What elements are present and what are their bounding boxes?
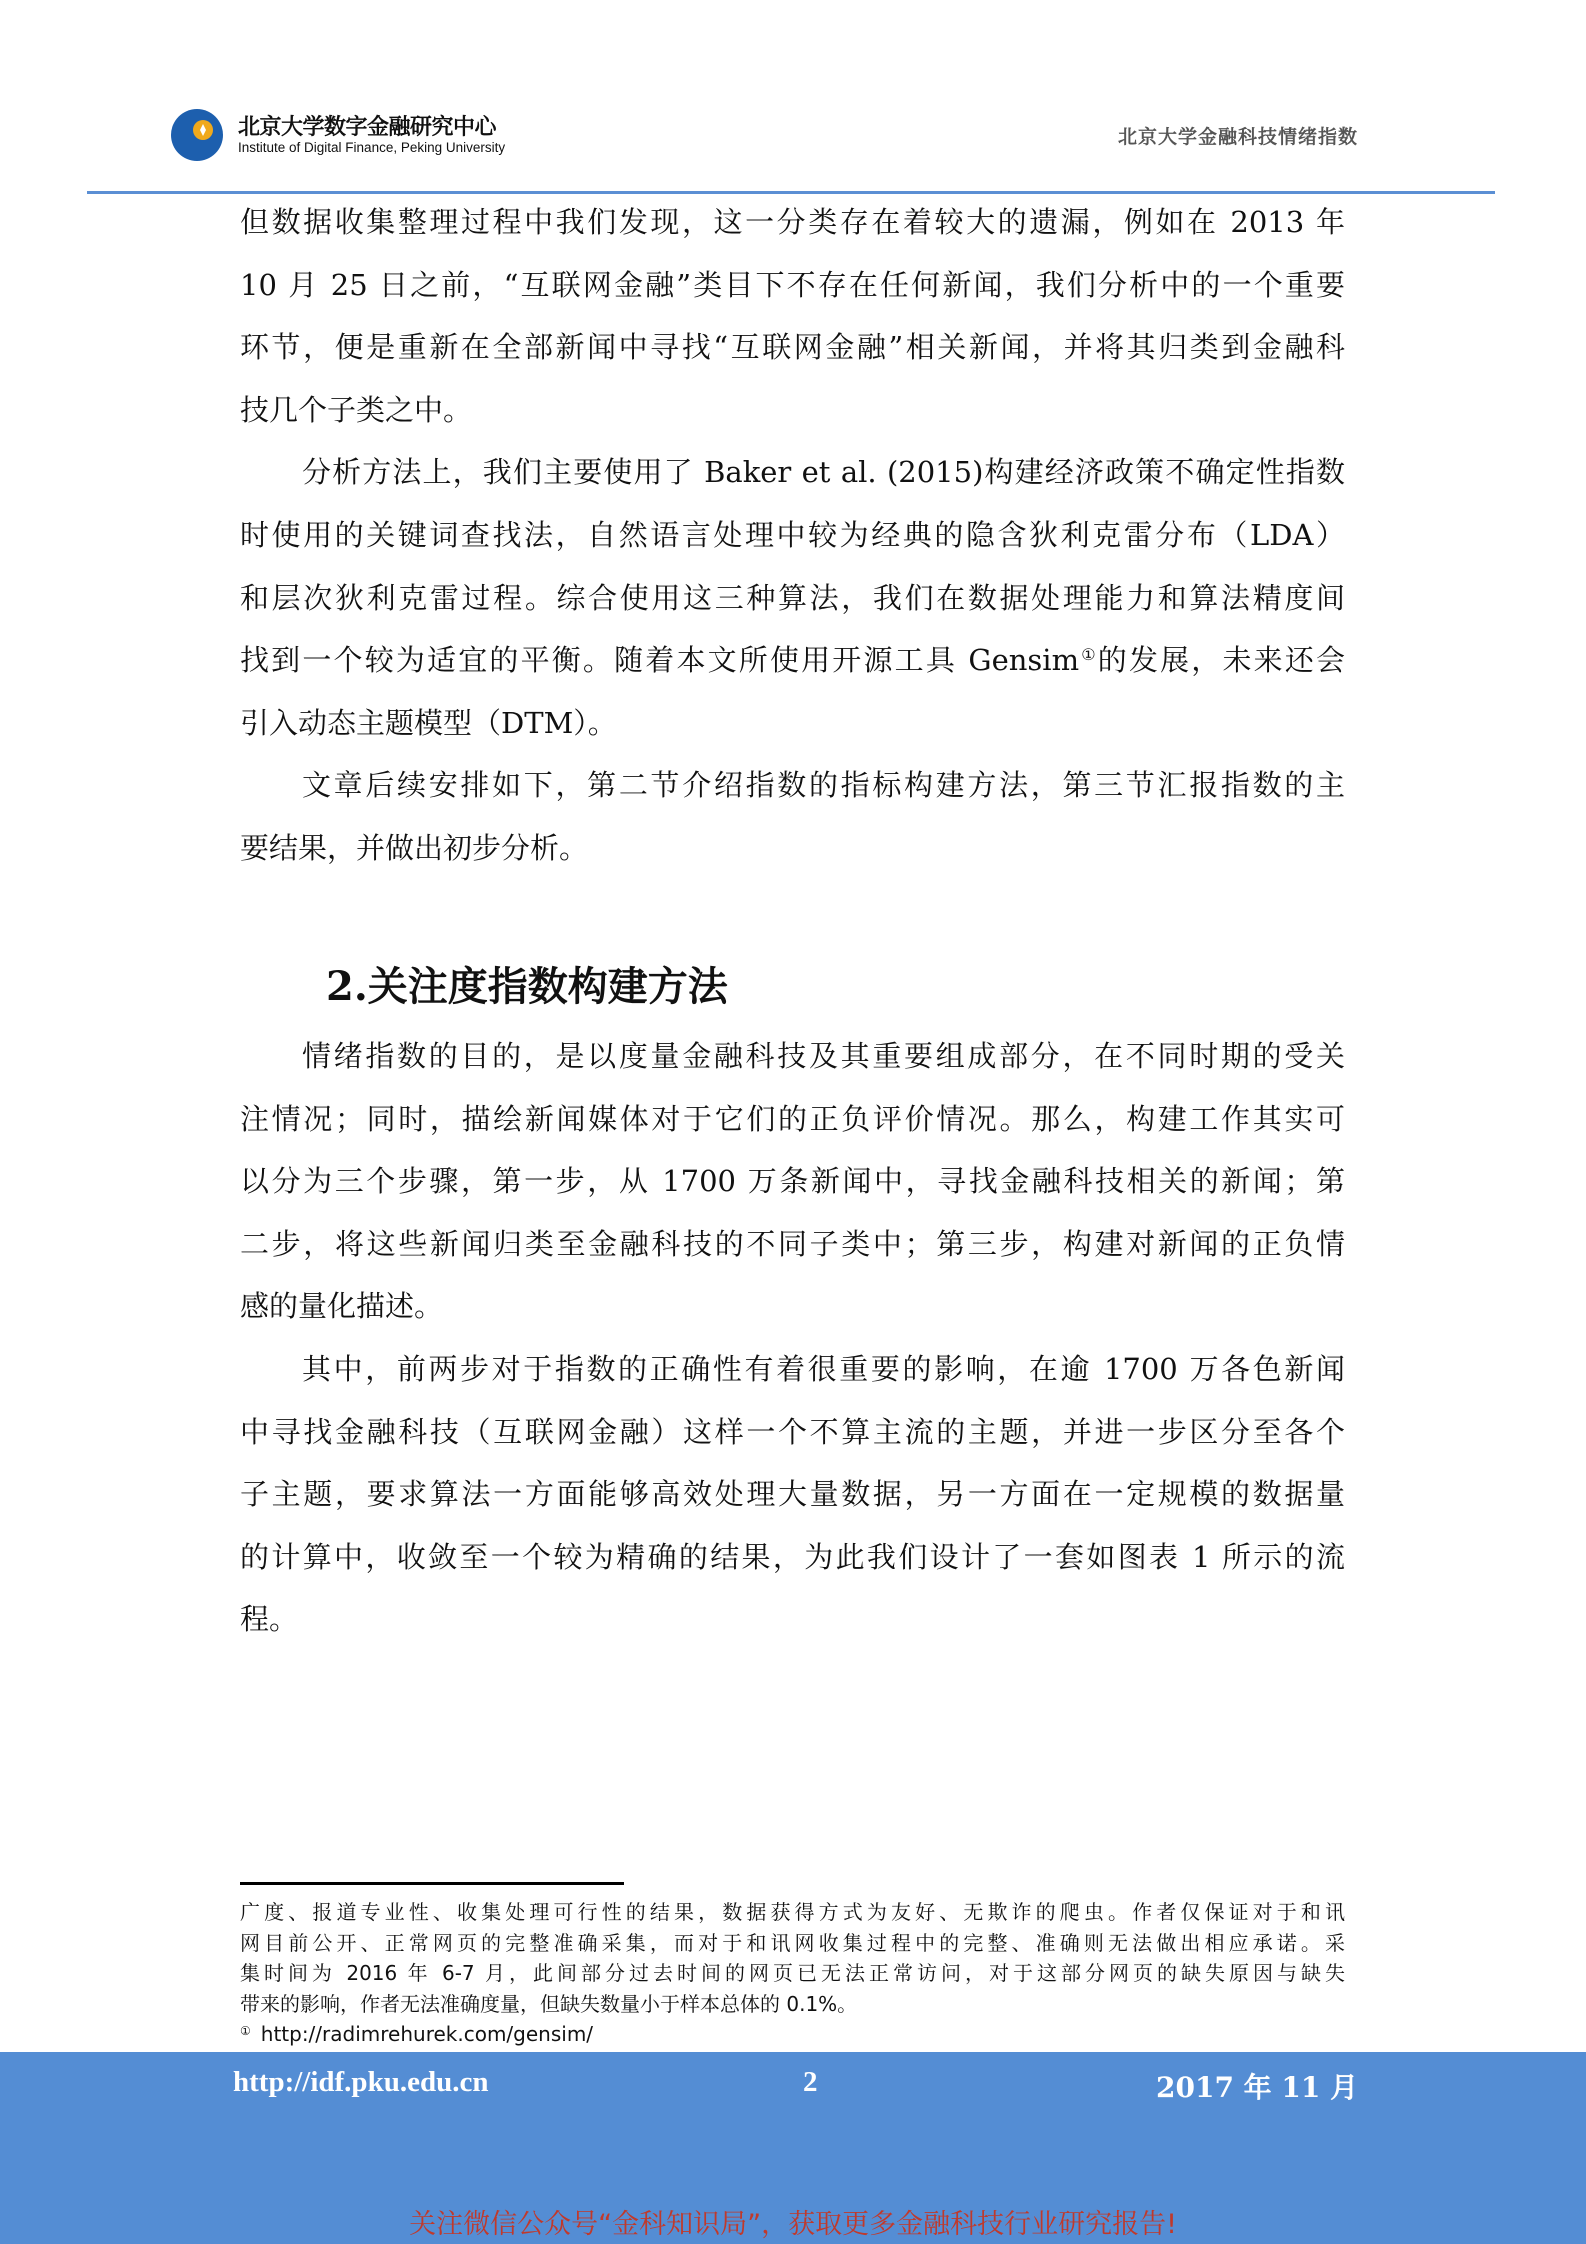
text-line: 10 月 25 日之前，“互联网金融”类目下不存在任何新闻，我们分析中的一个重要 xyxy=(240,267,1345,302)
page-footer xyxy=(0,2052,1586,2244)
paragraph xyxy=(240,1025,1345,1338)
body-text-top xyxy=(240,191,1345,880)
text-line: 和层次狄利克雷过程。综合使用这三种算法，我们在数据处理能力和算法精度间 xyxy=(240,580,1345,615)
text-line: 程。 xyxy=(240,1602,299,1637)
footer-url-link[interactable]: http://idf.pku.edu.cn xyxy=(233,2066,489,2098)
document-title: 北京大学金融科技情绪指数 xyxy=(1117,126,1358,148)
footnote-line: 带来的影响，作者无法准确度量，但缺失数量小于样本总体的 0.1%。 xyxy=(240,1991,858,2016)
footnote-line: 网目前公开、正常网页的完整准确采集，而对于和讯网收集过程中的完整、准确则无法做出相应承诺。采 xyxy=(240,1930,1345,1955)
text-line: 中寻找金融科技（互联网金融）这样一个不算主流的主题，并进一步区分至各个 xyxy=(240,1414,1345,1449)
footnote-marker: ① xyxy=(240,2024,251,2038)
footnote-marker: ① xyxy=(1079,645,1098,665)
footer-date: 2017 年 11 月 xyxy=(1156,2071,1359,2104)
text-line: 情绪指数的目的，是以度量金融科技及其重要组成部分，在不同时期的受关 xyxy=(302,1039,1345,1073)
text-line xyxy=(240,629,1345,692)
footnote-divider xyxy=(240,1882,624,1885)
text-segment: 的发展，未来还会 xyxy=(1097,643,1346,678)
paragraph xyxy=(240,754,1345,879)
text-line: 技几个子类之中。 xyxy=(240,392,473,427)
footnote-line xyxy=(240,2019,1345,2050)
text-line: 感的量化描述。 xyxy=(240,1289,444,1324)
text-line: 但数据收集整理过程中我们发现，这一分类存在着较大的遗漏，例如在 2013 年 xyxy=(240,205,1345,239)
paragraph xyxy=(240,441,1345,754)
text-line: 二步，将这些新闻归类至金融科技的不同子类中；第三步，构建对新闻的正负情 xyxy=(240,1226,1345,1261)
footnote-url-link[interactable]: http://radimrehurek.com/gensim/ xyxy=(260,2022,594,2046)
text-line: 时使用的关键词查找法，自然语言处理中较为经典的隐含狄利克雷分布（LDA） xyxy=(240,517,1345,552)
text-line: 注情况；同时，描绘新闻媒体对于它们的正负评价情况。那么，构建工作其实可 xyxy=(240,1101,1345,1136)
text-line: 文章后续安排如下，第二节介绍指数的指标构建方法，第三节汇报指数的主 xyxy=(302,768,1345,803)
text-line: 引入动态主题模型（DTM）。 xyxy=(240,705,617,740)
text-line: 其中，前两步对于指数的正确性有着很重要的影响，在逾 1700 万各色新闻 xyxy=(302,1351,1345,1386)
org-name-cn: 北京大学数字金融研究中心 xyxy=(238,115,497,140)
page-number: 2 xyxy=(803,2066,818,2098)
section-heading: 2.关注度指数构建方法 xyxy=(326,963,728,1010)
institute-logo xyxy=(170,108,224,162)
text-line: 的计算中，收敛至一个较为精确的结果，为此我们设计了一套如图表 1 所示的流 xyxy=(240,1539,1345,1574)
paragraph xyxy=(240,191,1345,441)
org-name-en: Institute of Digital Finance, Peking University xyxy=(238,140,506,155)
text-line: 环节，便是重新在全部新闻中寻找“互联网金融”相关新闻，并将其归类到金融科 xyxy=(240,330,1345,365)
text-line: 要结果，并做出初步分析。 xyxy=(240,830,589,865)
footnote-line: 广度、报道专业性、收集处理可行性的结果，数据获得方式为友好、无欺诈的爬虫。作者仅保证对于和讯 xyxy=(240,1900,1345,1924)
promo-banner: 关注微信公众号“金科知识局”，获取更多金融科技行业研究报告! xyxy=(409,2209,1177,2240)
text-line: 以分为三个步骤，第一步，从 1700 万条新闻中，寻找金融科技相关的新闻；第 xyxy=(240,1164,1345,1199)
footnote-line: 集时间为 2016 年 6-7 月，此间部分过去时间的网页已无法正常访问，对于这部分网页的缺失原因与缺失 xyxy=(240,1961,1345,1985)
text-segment: 找到一个较为适宜的平衡。随着本文所使用开源工具 Gensim xyxy=(240,643,1080,678)
footnotes xyxy=(240,1897,1345,2050)
text-line: 分析方法上，我们主要使用了 Baker et al. (2015)构建经济政策不确定性指数 xyxy=(302,455,1345,490)
body-text-section2 xyxy=(240,1025,1345,1651)
text-line: 子主题，要求算法一方面能够高效处理大量数据，另一方面在一定规模的数据量 xyxy=(240,1477,1345,1512)
paragraph xyxy=(240,1338,1345,1651)
